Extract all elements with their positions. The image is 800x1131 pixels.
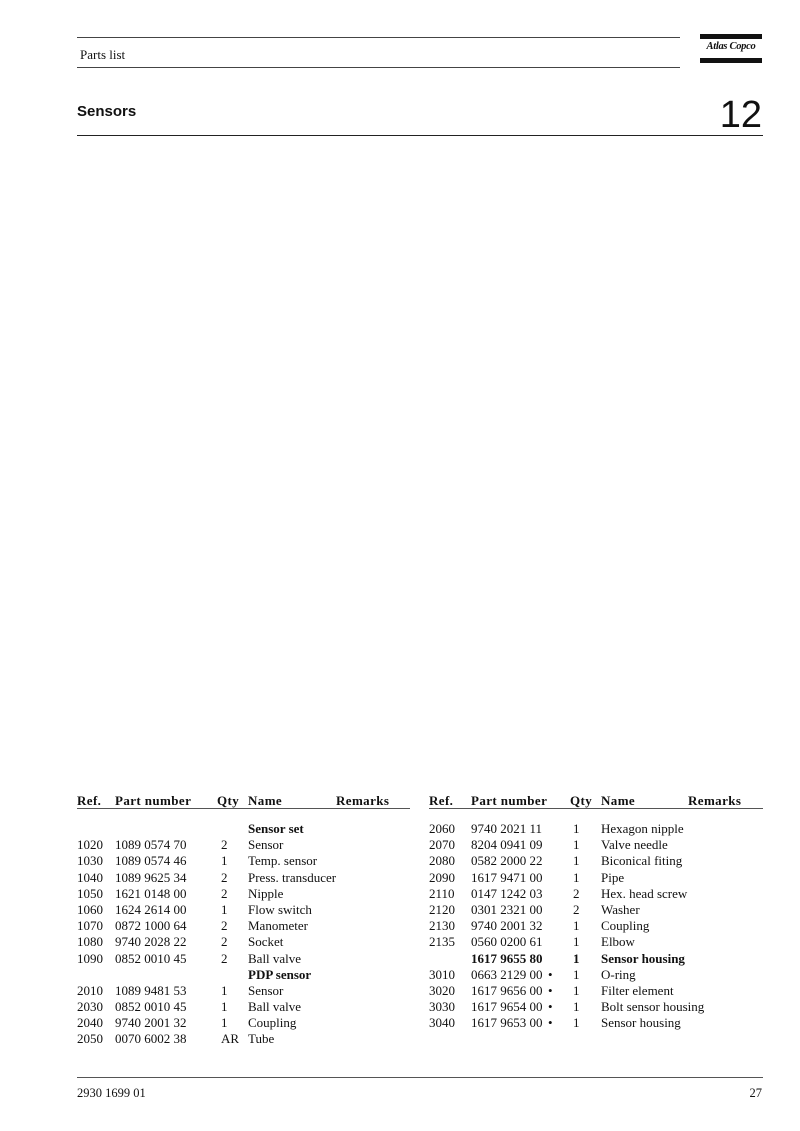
column-header-remarks: Remarks <box>336 793 390 808</box>
part-number-cell: 0852 0010 45 <box>115 999 187 1015</box>
ref-cell: 1040 <box>77 869 103 885</box>
name-cell: Pipe <box>601 869 625 885</box>
name-cell: Washer <box>601 901 640 917</box>
part-number-cell: 0147 1242 03 <box>471 885 543 901</box>
ref-cell: 3030 <box>429 999 455 1015</box>
column-header-name: Name <box>601 793 636 808</box>
ref-cell: 2135 <box>429 934 455 950</box>
name-cell: Coupling <box>601 918 650 934</box>
ref-cell: 3010 <box>429 966 455 982</box>
name-cell: Filter element <box>601 982 674 998</box>
title-rule <box>77 135 763 136</box>
table-header-rule-left <box>77 808 410 809</box>
ref-cell: 2030 <box>77 999 103 1015</box>
qty-cell: 2 <box>221 837 228 853</box>
part-number-cell: 0301 2321 00 <box>471 901 543 917</box>
footer-document-number: 2930 1699 01 <box>77 1086 146 1100</box>
column-header-part-number: Part number <box>115 793 192 808</box>
column-header-qty: Qty <box>570 793 593 808</box>
qty-cell: 2 <box>221 918 228 934</box>
part-number-cell: 1617 9654 00 <box>471 999 543 1015</box>
section-number: 12 <box>719 94 762 136</box>
part-number-cell: 9740 2001 32 <box>115 1015 187 1031</box>
column-header-qty: Qty <box>217 793 240 808</box>
ref-cell: 2050 <box>77 1031 103 1047</box>
name-cell: O-ring <box>601 966 636 982</box>
part-number-cell: 1089 0574 46 <box>115 853 187 869</box>
ref-cell: 1060 <box>77 901 103 917</box>
qty-cell: 1 <box>573 853 580 869</box>
name-cell: Press. transducer <box>248 869 337 885</box>
ref-cell: 3020 <box>429 982 455 998</box>
header-top-rule <box>77 37 680 38</box>
logo-top-bar <box>700 34 762 39</box>
column-header-name: Name <box>248 793 283 808</box>
column-header-remarks: Remarks <box>688 793 742 808</box>
qty-cell: 2 <box>573 885 580 901</box>
name-cell: Bolt sensor housing <box>601 999 705 1015</box>
ref-cell: 2070 <box>429 837 455 853</box>
name-cell: Temp. sensor <box>248 853 318 869</box>
qty-cell: 1 <box>221 853 228 869</box>
qty-cell: 1 <box>573 821 580 836</box>
ref-cell: 1020 <box>77 837 103 853</box>
footer-rule <box>77 1077 763 1078</box>
ref-cell: 2090 <box>429 869 455 885</box>
part-number-cell: 1617 9471 00 <box>471 869 543 885</box>
qty-cell: 1 <box>221 1015 228 1031</box>
bullet-marker: • <box>548 982 553 998</box>
qty-cell: 2 <box>573 901 580 917</box>
ref-cell: 1050 <box>77 885 103 901</box>
name-cell: Tube <box>248 1031 275 1047</box>
column-header-part-number: Part number <box>471 793 548 808</box>
ref-cell: 2120 <box>429 901 455 917</box>
qty-cell: 1 <box>573 999 580 1015</box>
part-number-cell: 1624 2614 00 <box>115 901 187 917</box>
column-header-ref: Ref. <box>429 793 454 808</box>
name-cell: Flow switch <box>248 901 312 917</box>
ref-cell: 2110 <box>429 885 455 901</box>
name-cell: Sensor housing <box>601 1015 681 1031</box>
part-number-cell: 0560 0200 61 <box>471 934 543 950</box>
part-number-cell: 0582 2000 22 <box>471 853 543 869</box>
bullet-marker: • <box>548 1015 553 1031</box>
part-number-cell: 0872 1000 64 <box>115 918 187 934</box>
qty-cell: 1 <box>573 837 580 853</box>
qty-cell: 1 <box>221 901 228 917</box>
qty-cell: 2 <box>221 885 228 901</box>
ref-cell: 1090 <box>77 950 103 966</box>
document-type: Parts list <box>80 47 126 62</box>
qty-cell: 2 <box>221 869 228 885</box>
qty-cell: 2 <box>221 950 228 966</box>
header-bottom-rule <box>77 67 680 68</box>
part-number-cell: 0852 0010 45 <box>115 950 187 966</box>
part-number-cell: 1089 9625 34 <box>115 869 187 885</box>
logo-text: Atlas Copco <box>706 41 756 52</box>
part-number-cell: 1617 9656 00 <box>471 982 543 998</box>
qty-cell: 1 <box>573 918 580 934</box>
logo-bottom-bar <box>700 58 762 63</box>
ref-cell: 2060 <box>429 821 455 836</box>
part-number-cell: 9740 2001 32 <box>471 918 543 934</box>
name-cell: Hexagon nipple <box>601 821 684 836</box>
name-cell: Ball valve <box>248 999 302 1015</box>
qty-cell: 1 <box>573 982 580 998</box>
ref-cell: 1030 <box>77 853 103 869</box>
name-cell: Nipple <box>248 885 284 901</box>
part-number-cell: 0070 6002 38 <box>115 1031 187 1047</box>
name-cell: Sensor housing <box>601 950 685 966</box>
name-cell: Hex. head screw <box>601 885 688 901</box>
qty-cell: 1 <box>221 999 228 1015</box>
qty-cell: 2 <box>221 934 228 950</box>
ref-cell: 2040 <box>77 1015 103 1031</box>
ref-cell: 2130 <box>429 918 455 934</box>
ref-cell: 2080 <box>429 853 455 869</box>
qty-cell: 1 <box>573 966 580 982</box>
part-number-cell: 0663 2129 00 <box>471 966 543 982</box>
qty-cell: 1 <box>573 950 580 966</box>
column-header-ref: Ref. <box>77 793 102 808</box>
part-number-cell: 1617 9655 80 <box>471 950 543 966</box>
part-number-cell: 1621 0148 00 <box>115 885 187 901</box>
name-cell: Ball valve <box>248 950 302 966</box>
part-number-cell: 8204 0941 09 <box>471 837 543 853</box>
ref-cell: 3040 <box>429 1015 455 1031</box>
ref-cell: 1070 <box>77 918 103 934</box>
part-number-cell: 1089 0574 70 <box>115 837 187 853</box>
part-number-cell: 1617 9653 00 <box>471 1015 543 1031</box>
ref-cell: 1080 <box>77 934 103 950</box>
name-cell: Sensor set <box>248 821 304 836</box>
bullet-marker: • <box>548 999 553 1015</box>
qty-cell: 1 <box>573 934 580 950</box>
qty-cell: AR <box>221 1031 240 1047</box>
table-header-rule-right <box>429 808 763 809</box>
footer-page-number: 27 <box>749 1086 762 1100</box>
bullet-marker: • <box>548 966 553 982</box>
atlas-copco-logo <box>700 34 762 67</box>
qty-cell: 1 <box>221 982 228 998</box>
name-cell: Sensor <box>248 982 284 998</box>
name-cell: Biconical fiting <box>601 853 683 869</box>
name-cell: Manometer <box>248 918 308 934</box>
name-cell: Sensor <box>248 837 284 853</box>
part-number-cell: 9740 2028 22 <box>115 934 187 950</box>
name-cell: Valve needle <box>601 837 668 853</box>
qty-cell: 1 <box>573 1015 580 1031</box>
section-title: Sensors <box>77 103 137 120</box>
name-cell: PDP sensor <box>248 966 312 982</box>
part-number-cell: 1089 9481 53 <box>115 982 187 998</box>
name-cell: Coupling <box>248 1015 297 1031</box>
ref-cell: 2010 <box>77 982 103 998</box>
part-number-cell: 9740 2021 11 <box>471 821 543 836</box>
name-cell: Socket <box>248 934 284 950</box>
qty-cell: 1 <box>573 869 580 885</box>
name-cell: Elbow <box>601 934 635 950</box>
